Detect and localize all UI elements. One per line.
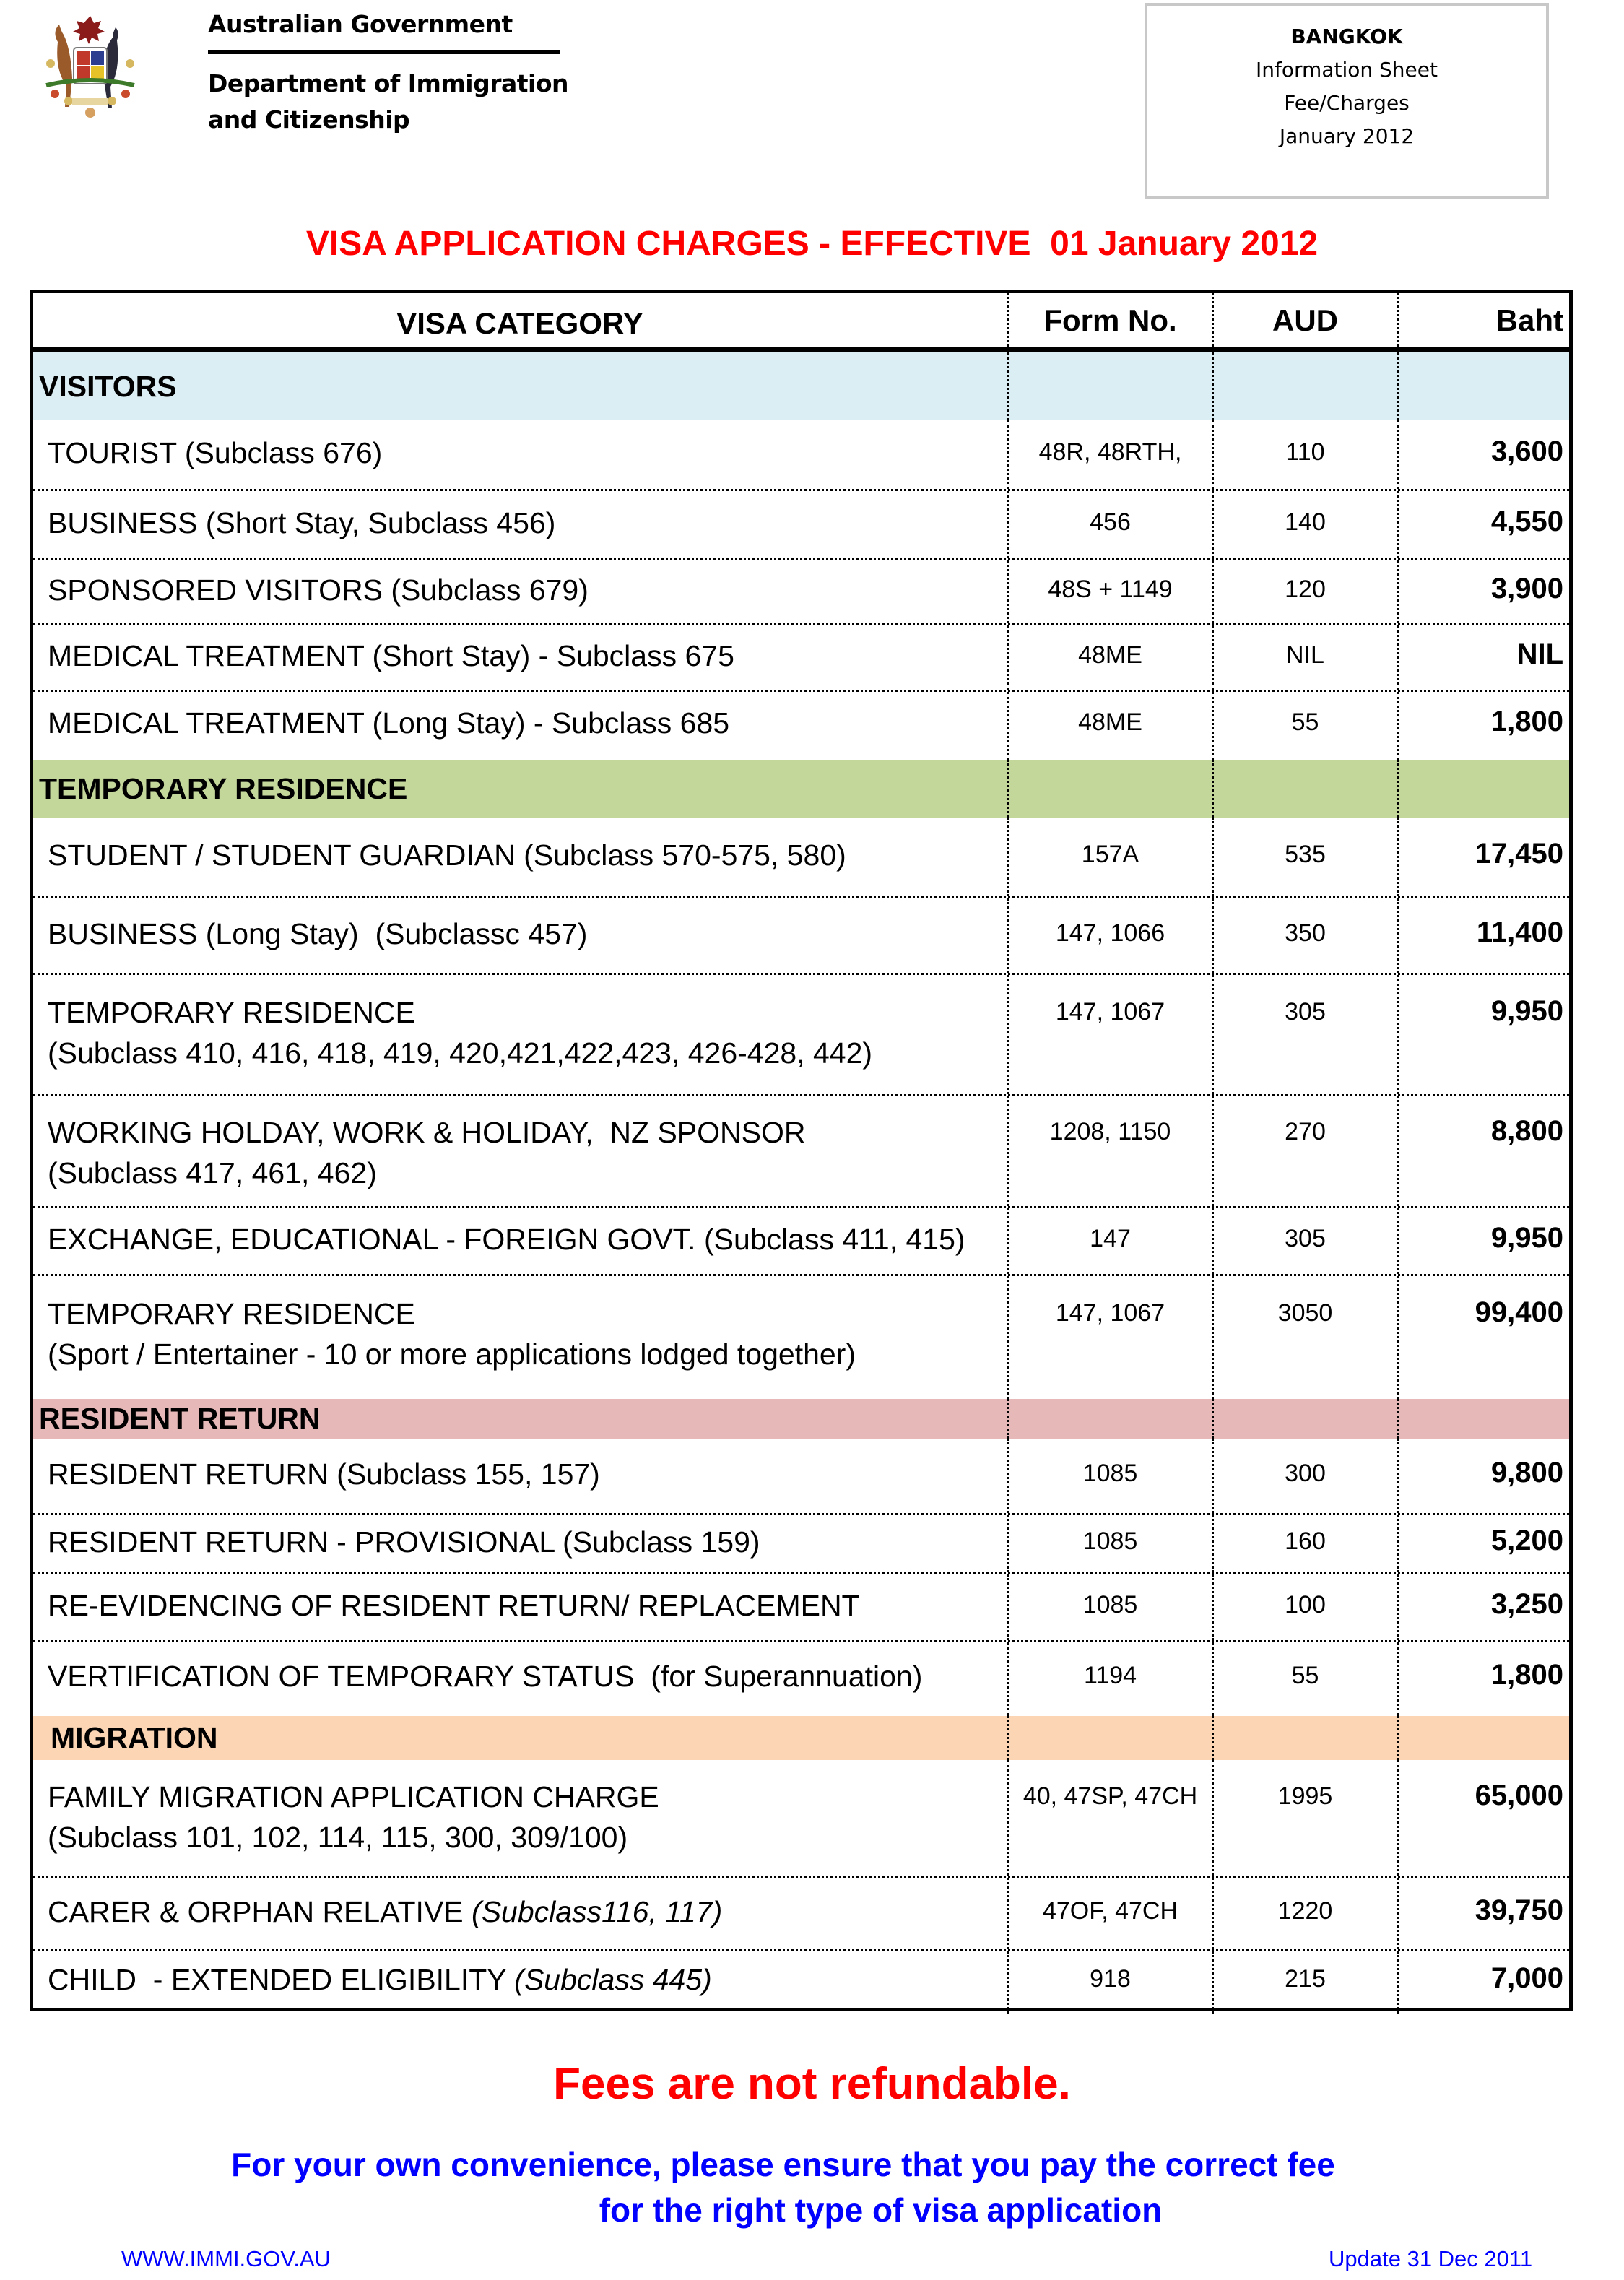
info-box-line3: January 2012 <box>1279 124 1415 148</box>
fee-aud-cell <box>1212 420 1397 489</box>
visa-category-cell <box>33 625 1007 690</box>
visa-category-name: RESIDENT RETURN (Subclass 155, 157) <box>48 1457 600 1491</box>
fee-baht: 3,250 <box>1490 1588 1563 1620</box>
visa-category-cell <box>33 818 1007 896</box>
visa-category-name: TEMPORARY RESIDENCE <box>48 1297 415 1330</box>
fee-aud-cell <box>1212 1208 1397 1274</box>
fee-baht-cell <box>1397 818 1569 896</box>
visa-subclass-list: (Subclass 417, 461, 462) <box>48 1156 377 1189</box>
update-date: Update 31 Dec 2011 <box>1329 2246 1533 2271</box>
table-row <box>33 1574 1569 1642</box>
visa-subclass: (Subclass 445) <box>514 1963 712 1996</box>
form-number-cell <box>1007 975 1212 1094</box>
fee-aud-cell <box>1212 491 1397 558</box>
fee-baht: 5,200 <box>1490 1525 1563 1556</box>
visa-category-cell <box>33 975 1007 1094</box>
visa-category-cell <box>33 1096 1007 1206</box>
fee-aud: 100 <box>1285 1591 1326 1618</box>
fee-aud: 110 <box>1285 438 1325 466</box>
fee-baht: 3,600 <box>1490 435 1563 467</box>
fee-aud: 535 <box>1285 841 1326 868</box>
fee-baht: 7,000 <box>1490 1962 1563 1994</box>
fee-aud: 300 <box>1285 1460 1326 1487</box>
fee-aud-cell <box>1212 818 1397 896</box>
fee-aud-cell <box>1212 1276 1397 1399</box>
visa-category-name: FAMILY MIGRATION APPLICATION CHARGE <box>48 1780 659 1813</box>
fee-aud: 120 <box>1285 576 1326 603</box>
fee-aud: 55 <box>1291 1662 1319 1689</box>
section-header-empty-cell <box>1397 352 1569 420</box>
form-number: 48ME <box>1078 641 1142 669</box>
fee-aud-cell <box>1212 1574 1397 1640</box>
section-header-empty-cell <box>1212 1716 1397 1760</box>
form-number-cell <box>1007 1276 1212 1399</box>
section-title: MIGRATION <box>51 1721 218 1754</box>
website-link[interactable]: WWW.IMMI.GOV.AU <box>121 2246 331 2271</box>
section-header-temporary-residence <box>33 760 1569 818</box>
visa-category-name: RE-EVIDENCING OF RESIDENT RETURN/ REPLACEMENT <box>48 1589 860 1622</box>
form-number-cell <box>1007 1208 1212 1274</box>
fee-aud: 305 <box>1285 998 1326 1026</box>
form-number: 157A <box>1081 841 1139 868</box>
visa-category-cell <box>33 1642 1007 1716</box>
fee-aud: NIL <box>1286 641 1324 669</box>
fee-aud: 160 <box>1285 1527 1326 1555</box>
table-row <box>33 1951 1569 2014</box>
fee-baht-cell <box>1397 692 1569 760</box>
visa-category-name: TOURIST (Subclass 676) <box>48 436 383 469</box>
visa-category-name: CARER & ORPHAN RELATIVE <box>48 1895 472 1928</box>
visa-category-name: BUSINESS (Short Stay, Subclass 456) <box>48 506 556 539</box>
visa-category-cell <box>33 898 1007 973</box>
fee-aud: 3050 <box>1277 1299 1333 1327</box>
visa-category-cell <box>33 1208 1007 1274</box>
convenience-notice-line2: for the right type of visa application <box>599 2191 1163 2229</box>
section-header-empty-cell <box>1397 1399 1569 1439</box>
form-number-cell <box>1007 491 1212 558</box>
fee-baht-cell <box>1397 491 1569 558</box>
convenience-notice-line1: For your own convenience, please ensure that you pay the correct fee <box>231 2146 1335 2183</box>
visa-category-name: WORKING HOLDAY, WORK & HOLIDAY, NZ SPONSOR <box>48 1116 806 1149</box>
fee-baht: 99,400 <box>1475 1296 1563 1328</box>
fee-baht-cell <box>1397 1439 1569 1513</box>
form-number: 1085 <box>1082 1460 1138 1487</box>
form-number-cell <box>1007 1951 1212 2014</box>
visa-category-cell <box>33 692 1007 760</box>
form-number: 1085 <box>1082 1591 1138 1618</box>
fee-aud-cell <box>1212 560 1397 623</box>
table-row <box>33 1642 1569 1716</box>
section-header-empty-cell <box>1007 1399 1212 1439</box>
form-number: 40, 47SP, 47CH <box>1022 1782 1198 1810</box>
visa-category-name: EXCHANGE, EDUCATIONAL - FOREIGN GOVT. (Subclass 411, 415) <box>48 1223 965 1256</box>
section-header-empty-cell <box>1007 1716 1212 1760</box>
visa-subclass-list: (Subclass 101, 102, 114, 115, 300, 309/100) <box>48 1821 628 1854</box>
form-number: 47OF, 47CH <box>1042 1897 1178 1925</box>
visa-category-cell <box>33 560 1007 623</box>
form-number-cell <box>1007 1096 1212 1206</box>
fee-aud: 215 <box>1285 1965 1326 1993</box>
fee-aud-cell <box>1212 898 1397 973</box>
visa-category-cell <box>33 491 1007 558</box>
fee-baht-cell <box>1397 1574 1569 1640</box>
form-number-cell <box>1007 1439 1212 1513</box>
visa-category-cell <box>33 1439 1007 1513</box>
form-number-cell <box>1007 625 1212 690</box>
visa-category-cell <box>33 1951 1007 2014</box>
fee-baht: 9,950 <box>1490 995 1563 1027</box>
section-header-empty-cell <box>1397 760 1569 818</box>
form-number: 1208, 1150 <box>1049 1118 1171 1145</box>
fee-baht: NIL <box>1516 638 1563 670</box>
fee-aud-cell <box>1212 1515 1397 1572</box>
fee-baht-cell <box>1397 420 1569 489</box>
section-header-empty-cell <box>1212 1399 1397 1439</box>
section-header-empty-cell <box>1212 352 1397 420</box>
table-row <box>33 625 1569 692</box>
section-header-empty-cell <box>1397 1716 1569 1760</box>
fee-baht: 8,800 <box>1490 1115 1563 1147</box>
table-row <box>33 420 1569 491</box>
section-title: VISITORS <box>39 370 177 403</box>
visa-subclass-list: (Subclass 410, 416, 418, 419, 420,421,422,423, 426-428, 442) <box>48 1036 873 1070</box>
table-row <box>33 975 1569 1096</box>
fee-baht-cell <box>1397 898 1569 973</box>
visa-category-name: TEMPORARY RESIDENCE <box>48 996 415 1029</box>
form-number: 456 <box>1090 508 1131 536</box>
form-number-cell <box>1007 1515 1212 1572</box>
fee-baht-cell <box>1397 975 1569 1094</box>
section-header-empty-cell <box>1007 760 1212 818</box>
fee-baht: 39,750 <box>1475 1894 1563 1926</box>
visa-category-name: RESIDENT RETURN - PROVISIONAL (Subclass 159) <box>48 1525 760 1559</box>
info-box-line2: Fee/Charges <box>1284 91 1410 115</box>
form-number-cell <box>1007 1642 1212 1716</box>
fee-baht-cell <box>1397 1878 1569 1949</box>
fee-baht-cell <box>1397 1951 1569 2014</box>
visa-category-name: MEDICAL TREATMENT (Short Stay) - Subclass 675 <box>48 639 734 672</box>
form-number: 918 <box>1090 1965 1131 1993</box>
visa-category-cell <box>33 1760 1007 1876</box>
refund-notice: Fees are not refundable. <box>553 2059 1071 2109</box>
visa-category-cell <box>33 1276 1007 1399</box>
fee-baht-cell <box>1397 1096 1569 1206</box>
department-name-line1: Department of Immigration <box>208 69 569 97</box>
column-header-form-no: Form No. <box>1007 293 1212 347</box>
visa-category-name: STUDENT / STUDENT GUARDIAN (Subclass 570-575, 580) <box>48 838 846 872</box>
form-number-cell <box>1007 1878 1212 1949</box>
column-header-visa-category: VISA CATEGORY <box>396 306 643 340</box>
column-header-aud: AUD <box>1212 293 1397 347</box>
form-number: 147, 1067 <box>1055 1299 1165 1327</box>
visa-category-cell <box>33 1574 1007 1640</box>
fee-aud-cell <box>1212 1760 1397 1876</box>
fee-baht: 1,800 <box>1490 706 1563 737</box>
table-row <box>33 491 1569 560</box>
table-row <box>33 1276 1569 1399</box>
fee-baht-cell <box>1397 560 1569 623</box>
table-row <box>33 1439 1569 1515</box>
form-number: 1194 <box>1083 1662 1137 1689</box>
government-branding <box>208 10 568 138</box>
form-number: 147, 1066 <box>1055 919 1165 947</box>
table-row <box>33 1515 1569 1574</box>
info-box <box>1145 3 1549 199</box>
form-number-cell <box>1007 420 1212 489</box>
visa-subclass: (Subclass116, 117) <box>472 1895 723 1928</box>
form-number-cell <box>1007 898 1212 973</box>
section-header-migration <box>33 1716 1569 1760</box>
fee-baht: 1,800 <box>1490 1659 1563 1691</box>
visa-charges-table <box>30 290 1573 2011</box>
table-row <box>33 1878 1569 1951</box>
table-row <box>33 1208 1569 1276</box>
fee-baht: 17,450 <box>1475 838 1563 870</box>
section-header-visitors <box>33 352 1569 420</box>
fee-aud-cell <box>1212 1439 1397 1513</box>
form-number: 48S + 1149 <box>1048 576 1173 603</box>
form-number-cell <box>1007 818 1212 896</box>
fee-baht: 65,000 <box>1475 1780 1563 1811</box>
visa-category-name: SPONSORED VISITORS (Subclass 679) <box>48 573 589 607</box>
fee-aud: 350 <box>1285 919 1326 947</box>
fee-baht-cell <box>1397 1276 1569 1399</box>
fee-baht-cell <box>1397 1515 1569 1572</box>
fee-aud-cell <box>1212 1096 1397 1206</box>
section-header-empty-cell <box>1007 352 1212 420</box>
section-header-empty-cell <box>1212 760 1397 818</box>
fee-baht: 9,950 <box>1490 1222 1563 1254</box>
form-number-cell <box>1007 1760 1212 1876</box>
fee-baht: 3,900 <box>1490 573 1563 604</box>
table-header-row <box>33 293 1569 352</box>
visa-category-name: VERTIFICATION OF TEMPORARY STATUS (for Superannuation) <box>48 1660 923 1693</box>
form-number: 147, 1067 <box>1055 998 1165 1026</box>
column-header-baht: Baht <box>1397 293 1569 347</box>
fee-aud-cell <box>1212 692 1397 760</box>
fee-baht-cell <box>1397 1642 1569 1716</box>
visa-category-name: MEDICAL TREATMENT (Long Stay) - Subclass 685 <box>48 706 730 740</box>
visa-category-name: BUSINESS (Long Stay) (Subclassc 457) <box>48 917 588 950</box>
visa-category-cell <box>33 1515 1007 1572</box>
table-row <box>33 560 1569 625</box>
fee-aud-cell <box>1212 625 1397 690</box>
info-box-city: BANGKOK <box>1290 25 1403 48</box>
fee-aud: 55 <box>1291 708 1319 736</box>
visa-subclass-list: (Sport / Entertainer - 10 or more applications lodged together) <box>48 1338 856 1371</box>
visa-category-cell <box>33 1878 1007 1949</box>
section-header-resident-return <box>33 1399 1569 1439</box>
fee-aud-cell <box>1212 1642 1397 1716</box>
fee-aud-cell <box>1212 975 1397 1094</box>
fee-aud-cell <box>1212 1878 1397 1949</box>
fee-aud: 140 <box>1285 508 1326 536</box>
fee-aud: 1995 <box>1277 1782 1333 1810</box>
form-number: 48ME <box>1078 708 1142 736</box>
page-title: VISA APPLICATION CHARGES - EFFECTIVE 01 January 2012 <box>305 225 1319 263</box>
form-number: 48R, 48RTH, <box>1038 438 1182 466</box>
table-row <box>33 898 1569 975</box>
fee-baht: 4,550 <box>1490 506 1563 537</box>
section-title: RESIDENT RETURN <box>39 1402 321 1435</box>
table-row <box>33 1760 1569 1878</box>
australian-coat-of-arms-icon <box>36 13 144 121</box>
table-row <box>33 1096 1569 1208</box>
department-name-line2: and Citizenship <box>208 105 410 134</box>
fee-baht-cell <box>1397 1760 1569 1876</box>
form-number-cell <box>1007 692 1212 760</box>
fee-baht: 9,800 <box>1490 1457 1563 1488</box>
info-box-line1: Information Sheet <box>1256 58 1438 82</box>
form-number-cell <box>1007 560 1212 623</box>
fee-aud: 305 <box>1285 1225 1326 1252</box>
fee-baht: 11,400 <box>1476 916 1563 948</box>
fee-aud: 1220 <box>1277 1897 1333 1925</box>
fee-baht-cell <box>1397 1208 1569 1274</box>
fee-baht-cell <box>1397 625 1569 690</box>
form-number: 1085 <box>1082 1527 1138 1555</box>
section-title: TEMPORARY RESIDENCE <box>39 772 408 805</box>
table-row <box>33 692 1569 760</box>
fee-aud-cell <box>1212 1951 1397 2014</box>
fee-aud: 270 <box>1285 1118 1326 1145</box>
form-number: 147 <box>1090 1225 1131 1252</box>
visa-category-name: CHILD - EXTENDED ELIGIBILITY <box>48 1963 515 1996</box>
header-divider <box>208 50 560 54</box>
visa-category-cell <box>33 420 1007 489</box>
form-number-cell <box>1007 1574 1212 1640</box>
government-name: Australian Government <box>208 10 513 38</box>
table-row <box>33 818 1569 898</box>
